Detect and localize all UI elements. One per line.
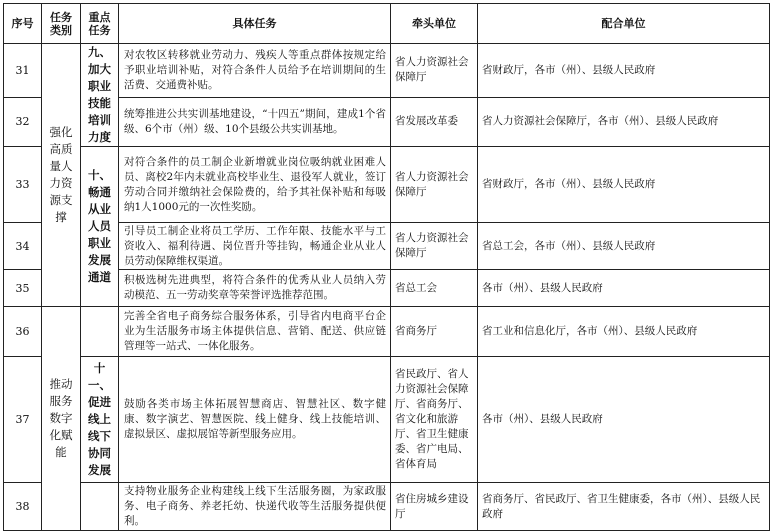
lead-unit: 省人力资源社会保障厅 [391,223,478,270]
task-text: 支持物业服务企业构建线上线下生活服务圈，为家政服务、电子商务、养老托幼、快递代收等生活服务提供便利。 [119,483,391,531]
task-category: 推动服务数字化赋能 [42,307,81,531]
task-text: 统筹推进公共实训基地建设，“十四五”期间，建成1个省级、6个市（州）级、10个县级公共实训基地。 [119,97,391,146]
coop-unit: 各市（州）、县级人民政府 [478,357,770,483]
row-number: 34 [4,223,42,270]
task-text: 引导员工制企业将员工学历、工作年限、技能水平与工资收入、福利待遇、岗位晋升等挂钩，畅通企业从业人员劳动保障维权渠道。 [119,223,391,270]
task-text: 积极选树先进典型，将符合条件的优秀从业人员纳入劳动模范、五一劳动奖章等荣誉评选推荐范围。 [119,270,391,307]
task-text: 鼓励各类市场主体拓展智慧商店、智慧社区、数字健康、数字演艺、智慧医院、线上健身、线上技能培训、虚拟景区、虚拟展馆等新型服务应用。 [119,357,391,483]
table-row [4,307,770,357]
table-row [4,223,770,270]
lead-unit: 省人力资源社会保障厅 [391,147,478,223]
header-task: 具体任务 [119,4,391,44]
header-type: 任务类别 [42,4,81,44]
lead-unit: 省住房城乡建设厅 [391,483,478,531]
row-number: 37 [4,357,42,483]
table-row [4,97,770,146]
header-coop: 配合单位 [478,4,770,44]
task-category: 强化高质量人力资源支撑 [42,44,81,307]
lead-unit: 省人力资源社会保障厅 [391,44,478,98]
header-lead: 牵头单位 [391,4,478,44]
lead-unit: 省总工会 [391,270,478,307]
lead-unit: 省商务厅 [391,307,478,357]
coop-unit: 省人力资源社会保障厅，各市（州）、县级人民政府 [478,97,770,146]
coop-unit: 省商务厅、省民政厅、省卫生健康委，各市（州）、县级人民政府 [478,483,770,531]
row-number: 32 [4,97,42,146]
lead-unit: 省发展改革委 [391,97,478,146]
key-task: 十、畅通从业人员职业发展通道 [81,147,119,307]
task-text: 完善全省电子商务综合服务体系，引导省内电商平台企业为生活服务市场主体提供信息、营销、配送、供应链管理等一站式、一体化服务。 [119,307,391,357]
key-task-empty [81,307,119,357]
table-row [4,270,770,307]
coop-unit: 各市（州）、县级人民政府 [478,270,770,307]
header-no: 序号 [4,4,42,44]
lead-unit: 省民政厅、省人力资源社会保障厅、省商务厅、省文化和旅游厅、省卫生健康委、省广电局、省体育局 [391,357,478,483]
task-text: 对农牧区转移就业劳动力、残疾人等重点群体按规定给予职业培训补贴，对符合条件人员给予在培训期间的生活费、交通费补贴。 [119,44,391,98]
coop-unit: 省总工会，各市（州）、县级人民政府 [478,223,770,270]
coop-unit: 省财政厅，各市（州）、县级人民政府 [478,147,770,223]
header-key: 重点任务 [81,4,119,44]
key-task-empty [81,483,119,531]
row-number: 33 [4,147,42,223]
key-task: 九、加大职业技能培训力度 [81,44,119,147]
table-row [4,357,770,483]
table-row [4,147,770,223]
table-row [4,483,770,531]
row-number: 35 [4,270,42,307]
row-number: 36 [4,307,42,357]
row-number: 31 [4,44,42,98]
coop-unit: 省财政厅，各市（州）、县级人民政府 [478,44,770,98]
task-text: 对符合条件的员工制企业新增就业岗位吸纳就业困难人员、离校2年内未就业高校毕业生、退役军人就业，签订劳动合同并缴纳社会保险费的，给予其社保补贴和每吸纳1人1000元的一次性奖励。 [119,147,391,223]
coop-unit: 省工业和信息化厅，各市（州）、县级人民政府 [478,307,770,357]
task-table [3,3,770,531]
key-task: 十一、促进线上线下协同发展 [81,357,119,483]
row-number: 38 [4,483,42,531]
header-row [4,4,770,44]
table-row [4,44,770,98]
